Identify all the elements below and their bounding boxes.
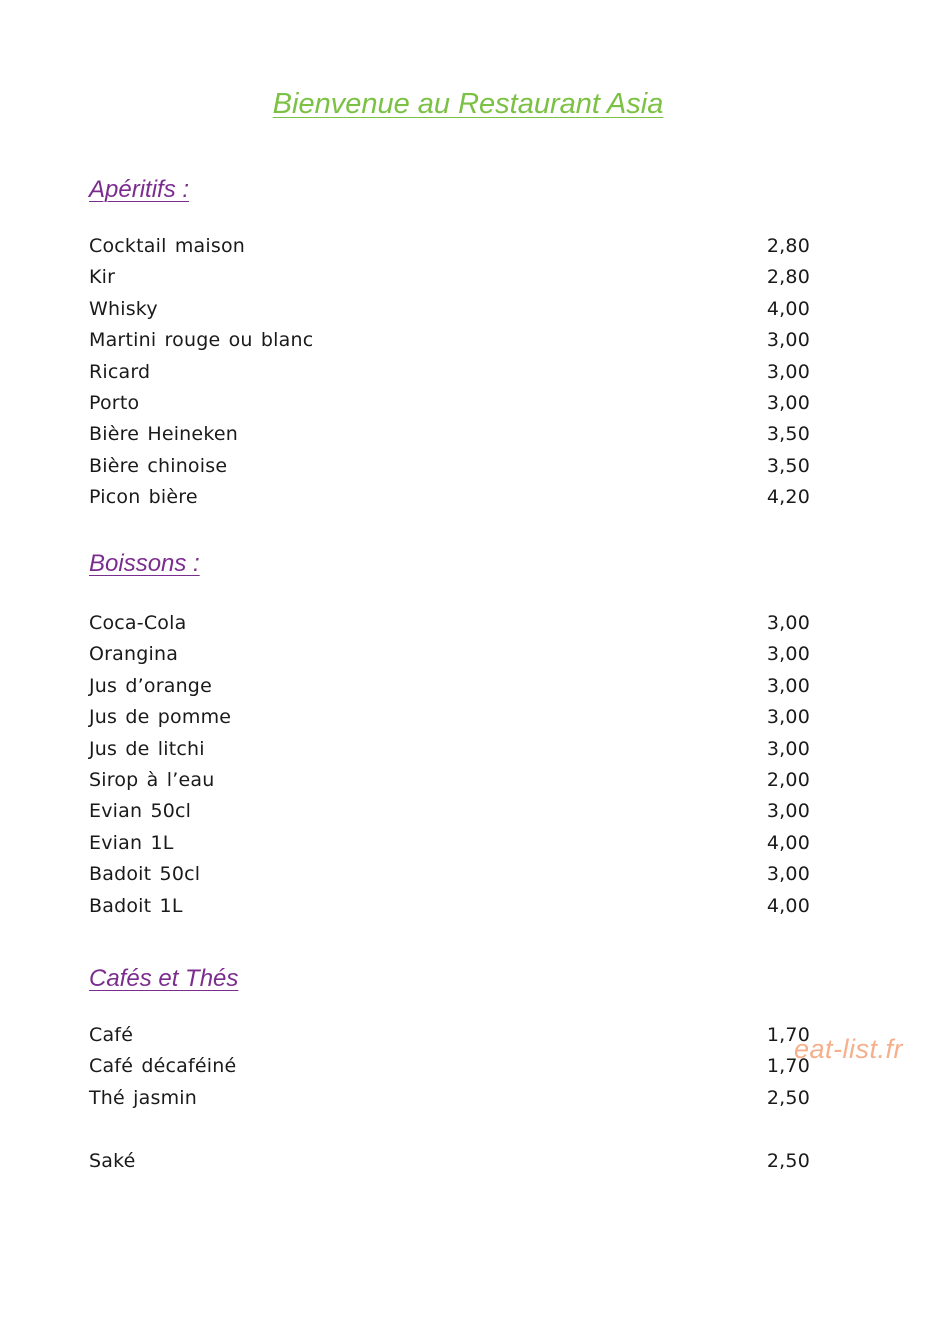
menu-item bbox=[89, 1055, 810, 1086]
menu-item bbox=[89, 706, 810, 737]
item-price: 2,00 bbox=[766, 768, 810, 791]
item-price: 3,50 bbox=[766, 454, 810, 477]
menu-item bbox=[89, 769, 810, 800]
menu-item bbox=[89, 643, 810, 674]
menu-item bbox=[89, 266, 810, 297]
item-name: Porto bbox=[89, 391, 140, 414]
page-title: Bienvenue au Restaurant Asia bbox=[272, 88, 664, 120]
item-name: Café bbox=[89, 1024, 134, 1046]
item-name: Sirop à l’eau bbox=[89, 768, 215, 791]
item-price: 4,00 bbox=[766, 894, 810, 917]
menu-item bbox=[89, 612, 810, 643]
item-price: 2,80 bbox=[766, 266, 810, 289]
menu-item bbox=[89, 863, 810, 894]
menu-item bbox=[89, 1087, 810, 1118]
item-name: Jus de litchi bbox=[89, 737, 205, 760]
item-name: Jus de pomme bbox=[89, 706, 232, 729]
menu-item bbox=[89, 392, 810, 423]
section-heading-boissons: Boissons : bbox=[89, 550, 200, 577]
sake-list bbox=[89, 1150, 810, 1181]
menu-item bbox=[89, 832, 810, 863]
menu-item bbox=[89, 486, 810, 517]
item-price: 3,00 bbox=[766, 737, 810, 760]
item-price: 3,00 bbox=[766, 391, 810, 414]
menu-item bbox=[89, 235, 810, 266]
item-price: 1,70 bbox=[766, 1024, 810, 1046]
item-price: 3,00 bbox=[766, 706, 810, 729]
menu-item bbox=[89, 800, 810, 831]
item-price: 3,00 bbox=[766, 643, 810, 666]
menu-item bbox=[89, 329, 810, 360]
item-price: 3,00 bbox=[766, 329, 810, 352]
menu-item bbox=[89, 675, 810, 706]
item-price: 4,00 bbox=[766, 297, 810, 320]
watermark: eat-list.fr bbox=[794, 1034, 904, 1064]
item-name: Evian 50cl bbox=[89, 800, 192, 823]
section-heading-cafes: Cafés et Thés bbox=[89, 965, 239, 992]
item-name: Ricard bbox=[89, 360, 151, 383]
item-price: 2,80 bbox=[766, 235, 810, 257]
item-name: Jus d’orange bbox=[89, 674, 212, 697]
item-price: 3,50 bbox=[766, 423, 810, 446]
item-price: 1,70 bbox=[766, 1055, 810, 1078]
item-name: Cocktail maison bbox=[89, 235, 246, 257]
menu-item bbox=[89, 895, 810, 926]
item-name: Badoit 50cl bbox=[89, 863, 201, 886]
item-price: 3,00 bbox=[766, 863, 810, 886]
menu-item bbox=[89, 1150, 810, 1181]
item-name: Orangina bbox=[89, 643, 179, 666]
menu-item bbox=[89, 1024, 810, 1055]
item-name: Saké bbox=[89, 1150, 136, 1172]
item-price: 2,50 bbox=[766, 1150, 810, 1172]
item-price: 3,00 bbox=[766, 360, 810, 383]
item-name: Coca-Cola bbox=[89, 612, 187, 634]
menu-item bbox=[89, 738, 810, 769]
item-price: 3,00 bbox=[766, 674, 810, 697]
section-heading-aperitifs: Apéritifs : bbox=[89, 176, 190, 203]
item-name: Picon bière bbox=[89, 486, 198, 509]
item-price: 3,00 bbox=[766, 800, 810, 823]
item-name: Bière Heineken bbox=[89, 423, 238, 446]
item-name: Thé jasmin bbox=[89, 1086, 198, 1109]
item-name: Evian 1L bbox=[89, 831, 174, 854]
aperitifs-list bbox=[89, 235, 810, 518]
item-price: 2,50 bbox=[766, 1086, 810, 1109]
item-name: Whisky bbox=[89, 297, 158, 320]
cafes-list bbox=[89, 1024, 810, 1118]
boissons-list bbox=[89, 612, 810, 926]
menu-item bbox=[89, 298, 810, 329]
item-price: 4,00 bbox=[766, 831, 810, 854]
item-name: Badoit 1L bbox=[89, 894, 183, 917]
menu-item bbox=[89, 455, 810, 486]
item-name: Kir bbox=[89, 266, 116, 289]
item-price: 3,00 bbox=[766, 612, 810, 634]
item-name: Martini rouge ou blanc bbox=[89, 329, 314, 352]
item-name: Bière chinoise bbox=[89, 454, 228, 477]
item-price: 4,20 bbox=[766, 486, 810, 509]
item-name: Café décaféiné bbox=[89, 1055, 237, 1078]
menu-item bbox=[89, 361, 810, 392]
menu-item bbox=[89, 423, 810, 454]
